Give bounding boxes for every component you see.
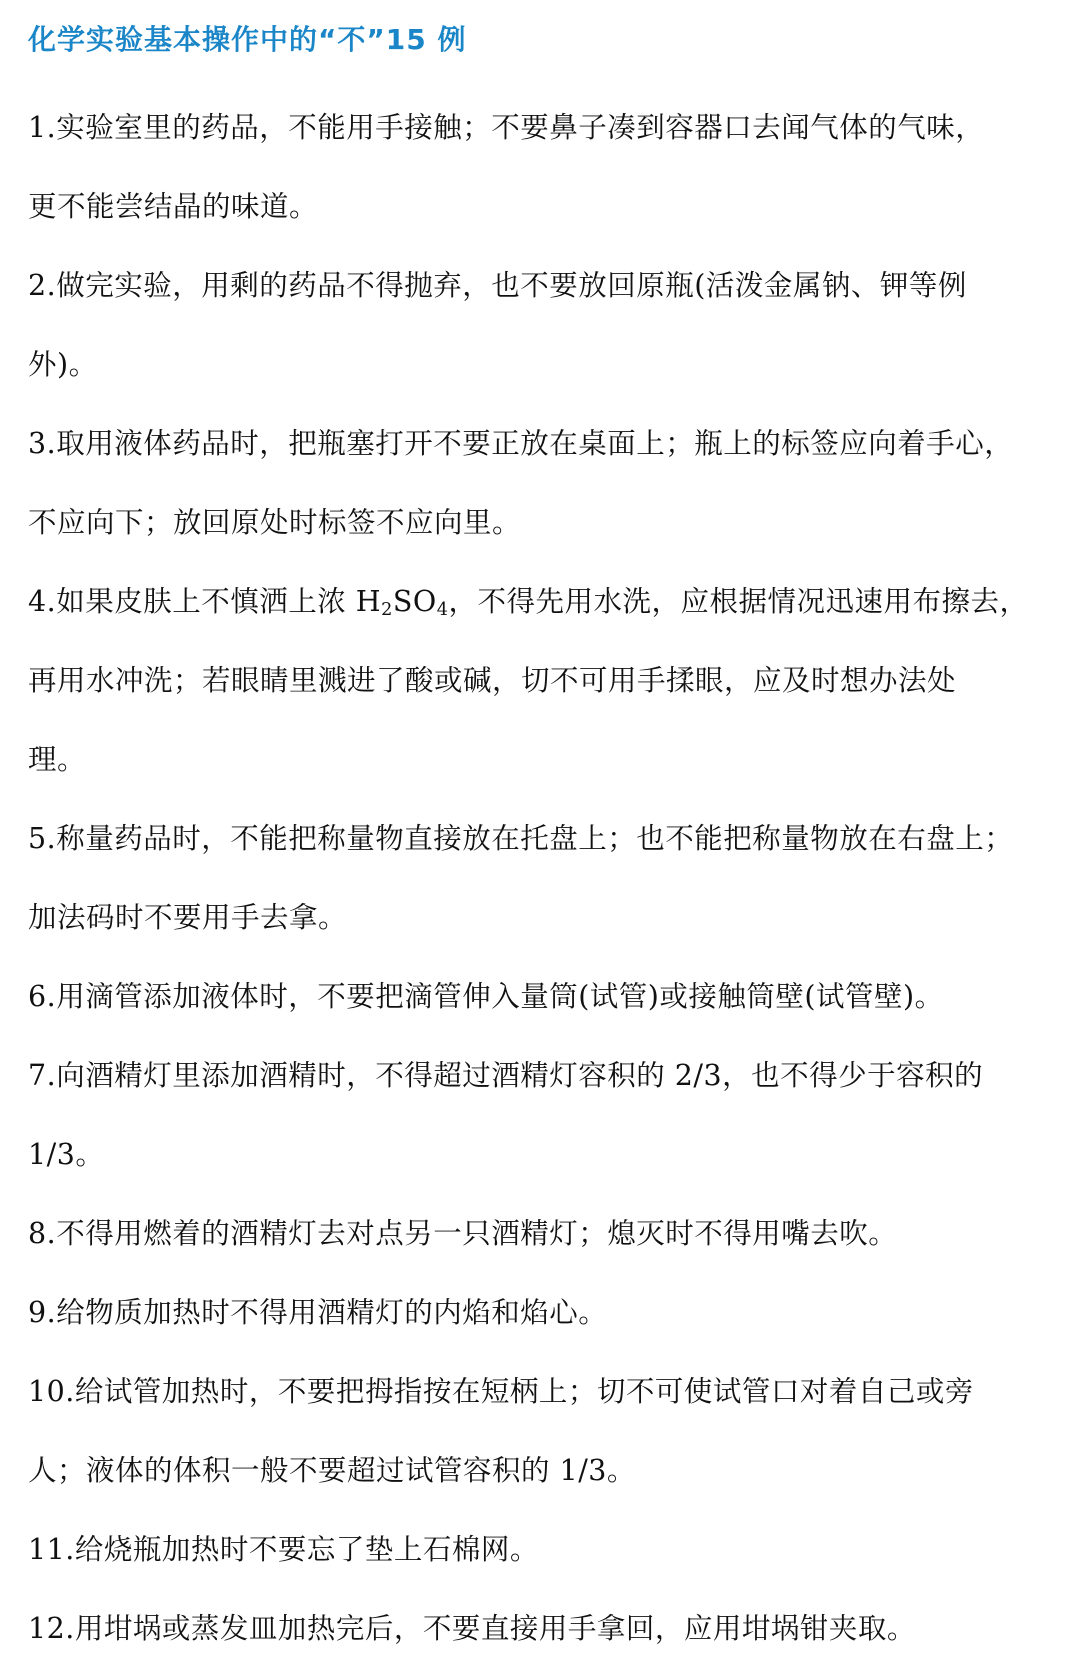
text-line-7 [28, 562, 1052, 641]
text-line-17: 10.给试管加热时，不要把拇指按在短柄上；切不可使试管口对着自己或旁 [28, 1375, 974, 1408]
text-line-3: 2.做完实验，用剩的药品不得抛弃，也不要放回原瓶(活泼金属钠、钾等例 [28, 269, 967, 302]
text-line-5: 3.取用液体药品时，把瓶塞打开不要正放在桌面上；瓶上的标签应向着手心， [28, 427, 1014, 460]
text-line-14: 1/3。 [28, 1138, 105, 1171]
text-line-10: 5.称量药品时，不能把称量物直接放在托盘上；也不能把称量物放在右盘上； [28, 822, 1014, 855]
text-line-6: 不应向下；放回原处时标签不应向里。 [28, 506, 522, 539]
text-line-20: 12.用坩埚或蒸发皿加热完后，不要直接用手拿回，应用坩埚钳夹取。 [28, 1612, 916, 1645]
text-line-1: 1.实验室里的药品，不能用手接触；不要鼻子凑到容器口去闻气体的气味， [28, 111, 985, 144]
text-line-19: 11.给烧瓶加热时不要忘了垫上石棉网。 [28, 1533, 539, 1566]
subscript: 4 [436, 599, 449, 620]
text-line-12: 6.用滴管添加液体时，不要把滴管伸入量筒(试管)或接触筒壁(试管壁)。 [28, 980, 944, 1013]
text-line-2: 更不能尝结晶的味道。 [28, 190, 319, 223]
subscript: 2 [381, 599, 393, 620]
text-line-9: 理。 [28, 743, 87, 776]
text-line-4: 外)。 [28, 348, 98, 381]
text-line-15: 8.不得用燃着的酒精灯去对点另一只酒精灯；熄灭时不得用嘴去吹。 [28, 1217, 898, 1250]
document-title: 化学实验基本操作中的“不”15 例 [28, 23, 467, 56]
text-line-16: 9.给物质加热时不得用酒精灯的内焰和焰心。 [28, 1296, 608, 1329]
line-segment: 4.如果皮肤上不慎洒上浓 H [28, 585, 382, 618]
text-line-13: 7.向酒精灯里添加酒精时，不得超过酒精灯容积的 2/3，也不得少于容积的 [28, 1059, 984, 1092]
text-line-8: 再用水冲洗；若眼睛里溅进了酸或碱，切不可用手揉眼，应及时想办法处 [28, 664, 957, 697]
text-line-11: 加法码时不要用手去拿。 [28, 901, 348, 934]
text-line-18: 人；液体的体积一般不要超过试管容积的 1/3。 [28, 1454, 636, 1487]
line-segment: ，不得先用水洗，应根据情况迅速用布擦去， [448, 585, 1029, 618]
line-segment: SO [392, 585, 437, 618]
